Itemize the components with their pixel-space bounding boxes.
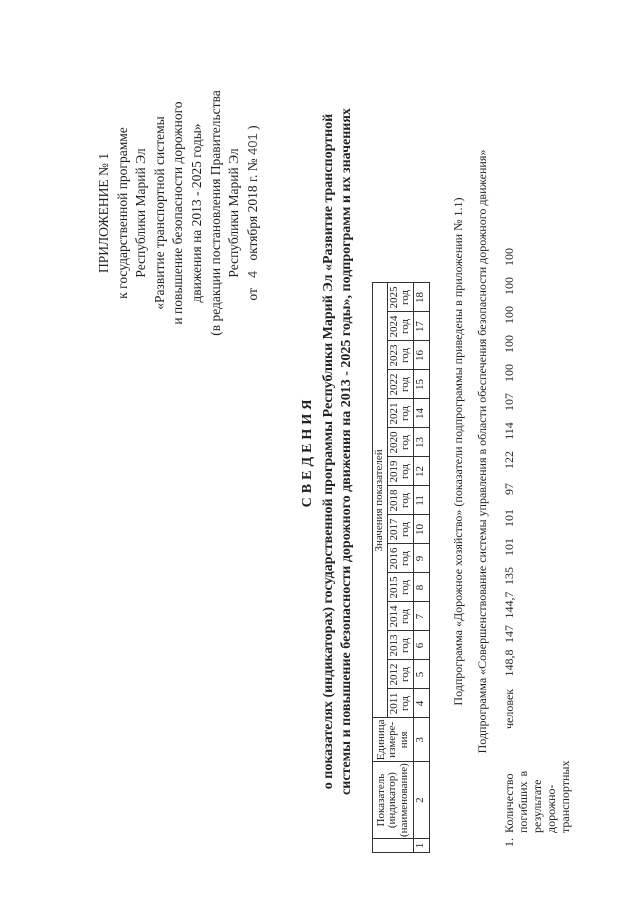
year-header: 2024 год	[387, 312, 413, 341]
row-value: 148,8	[502, 649, 516, 677]
row-number: 1.	[502, 838, 516, 847]
column-number: 6	[413, 631, 429, 660]
subprogram-safety-heading: Подпрограмма «Совершенствование системы управления в области обеспечения безопасности дорожного движения»	[475, 149, 489, 754]
column-number: 8	[413, 573, 429, 602]
row-value: 147	[502, 625, 516, 643]
column-number: 1	[413, 839, 429, 853]
subprogram-road-heading: Подпрограмма «Дорожное хозяйство» (показатели подпрограммы приведены в приложении № 1.1)	[451, 197, 465, 706]
document-title: СВЕДЕНИЯ	[300, 395, 315, 508]
year-header: 2021 год	[387, 399, 413, 428]
subtitle-line: системы и повышение безопасности дорожного движения на 2013 - 2025 годы», подпрограмм и их значениях	[339, 108, 354, 795]
appendix-line: движения на 2013 - 2025 годы»	[188, 123, 204, 303]
column-number: 14	[413, 399, 429, 428]
row-value: 101	[502, 538, 516, 556]
column-number: 13	[413, 428, 429, 457]
year-header: 2019 год	[387, 457, 413, 486]
column-number: 16	[413, 341, 429, 370]
indicators-table-header	[372, 282, 430, 853]
header-unit: Единица измере-ния	[373, 718, 414, 762]
column-number: 2	[413, 762, 429, 839]
row-indicator-name: Количество погибших в результате дорожно-транспортных	[502, 760, 572, 833]
year-header: 2015 год	[387, 573, 413, 602]
appendix-line: и повышение безопасности дорожного	[170, 101, 186, 325]
appendix-line: к государственной программе	[114, 127, 130, 299]
row-value: 97	[502, 483, 516, 495]
appendix-date-line	[244, 88, 263, 338]
appendix-line: Республики Марий Эл	[226, 148, 242, 278]
header-values: Значения показателей	[373, 283, 388, 718]
column-number: 4	[413, 689, 429, 718]
year-header: 2016 год	[387, 544, 413, 573]
column-number: 17	[413, 312, 429, 341]
year-header: 2011 год	[387, 689, 413, 718]
appendix-line: Республики Марий Эл	[133, 148, 149, 278]
column-number: 11	[413, 486, 429, 515]
subtitle-line: о показателях (индикаторах) государственной программы Республики Марий Эл «Развитие транспортной	[321, 113, 336, 790]
year-header: 2013 год	[387, 631, 413, 660]
row-value: 135	[502, 567, 516, 585]
column-number: 18	[413, 283, 429, 312]
column-number: 15	[413, 370, 429, 399]
row-value: 100	[502, 248, 516, 266]
column-number: 12	[413, 457, 429, 486]
year-header: 2020 год	[387, 428, 413, 457]
year-header: 2025 год	[387, 283, 413, 312]
header-col-num	[373, 839, 414, 853]
column-number: 5	[413, 660, 429, 689]
column-number: 3	[413, 718, 429, 762]
row-value: 122	[502, 451, 516, 469]
appendix-line: (в редакции постановления Правительства	[207, 90, 223, 336]
year-header: 2022 год	[387, 370, 413, 399]
row-value: 101	[502, 509, 516, 527]
year-header: 2014 год	[387, 602, 413, 631]
column-number: 10	[413, 515, 429, 544]
date-prefix: от	[244, 288, 260, 301]
column-number: 7	[413, 602, 429, 631]
row-unit: человек	[502, 688, 516, 729]
row-value: 100	[502, 277, 516, 295]
appendix-line: «Развитие транспортной системы	[151, 116, 167, 310]
row-value: 114	[502, 422, 516, 440]
date-day: 4	[244, 270, 260, 278]
year-header: 2018 год	[387, 486, 413, 515]
header-indicator: Показатель (индикатор) (наименование)	[373, 762, 414, 839]
column-number: 9	[413, 544, 429, 573]
row-value: 107	[502, 393, 516, 411]
row-value: 144,7	[502, 591, 516, 619]
row-value: 100	[502, 335, 516, 353]
row-value: 100	[502, 364, 516, 382]
date-middle: октября 2018 г. №	[244, 158, 260, 261]
appendix-block	[95, 88, 262, 338]
document-subtitle	[320, 60, 356, 843]
date-suffix: )	[244, 125, 260, 130]
appendix-line: ПРИЛОЖЕНИЕ № 1	[96, 152, 111, 274]
year-header: 2023 год	[387, 341, 413, 370]
year-header: 2017 год	[387, 515, 413, 544]
decree-number: 401	[244, 133, 260, 155]
year-header: 2012 год	[387, 660, 413, 689]
row-value: 100	[502, 306, 516, 324]
